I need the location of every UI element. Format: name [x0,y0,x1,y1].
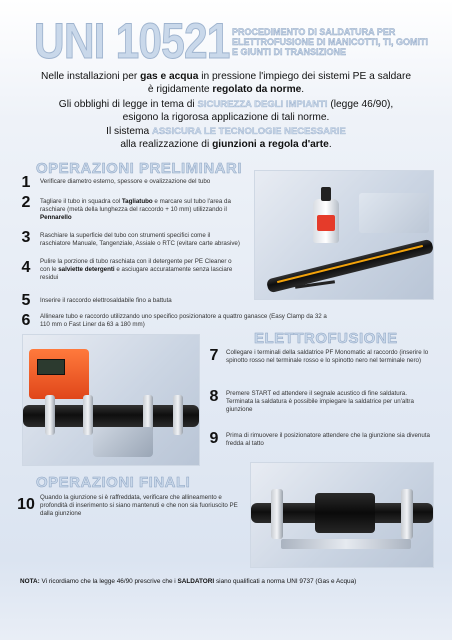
intro-giunzioni: giunzioni a regola d'arte [212,139,329,150]
step-number: 10 [17,496,35,513]
procedure-title: PROCEDIMENTO DI SALDATURA PER ELETTROFUSIONE DI MANICOTTI, TI, GOMITI E GIUNTI DI TRANSIZIONE [232,27,428,57]
step-6-text: Allineare tubo e raccordo utilizzando uno specifico posizionatore a quattro ganasce (Easy Clamp da 32 a 110 mm o Fast Liner da 63 a 180 mm) [40,313,327,328]
intro-text: . [328,139,332,150]
step-10-text: Quando la giunzione si è raffreddata, verificare che allineamento e profondità di inserimento si siano mantenuti e che non sia fuoriuscito PE dalla giunzione [40,494,238,517]
intro-paragraph-2 [20,98,432,124]
note-text: Vi ricordiamo che la legge 46/90 prescrive che i [39,578,178,585]
section-finali: OPERAZIONI FINALI [36,474,191,491]
bottle-label [317,215,335,231]
step-text: Tagliare il tubo in squadra col [40,198,122,205]
photo-pipe-cleaner [254,170,434,300]
intro-paragraph-3 [20,125,432,151]
photo-welding-machine [22,334,200,466]
step-8-text: Premere START ed attendere il segnale acustico di fine saldatura. Terminata la saldatura è possibile impiegare la saldatrice per un'altra giunzione [226,390,414,413]
footer-note [20,578,440,585]
machine-display [37,359,65,375]
clamp-shape [271,489,283,539]
step-text: e asciugare accuratamente senza lasciare residui [40,266,233,281]
step-9-text: Prima di rimuovere il posizionatore attendere che la giunzione sia divenuta fredda al tatto [226,432,430,447]
positioner-rail [281,539,411,549]
step-number: 2 [21,194,31,211]
step-4-text [40,258,240,282]
step-number: 8 [209,388,219,405]
tool-shape [359,193,429,233]
note-label: NOTA: [20,578,40,585]
step-3-text: Raschiare la superficie del tubo con strumenti specifici come il raschiatore Manuale, Tangenziale, Assiale o RTC (evitare carte abrasive) [40,232,240,247]
clamp-shape [45,395,55,435]
step-7-text: Collegare i terminali della saldatrice PF Monomatic al raccordo (inserire lo spinotto rosso nel terminale rosso e lo spinotto nero nel terminale nero) [226,349,429,364]
step-tagliatubo: Tagliatubo [121,198,153,205]
clamp-shape [173,395,183,435]
step-1-text: Verificare diametro esterno, spessore e ovalizzazione del tubo [40,178,211,185]
note-saldatori: SALDATORI [177,578,215,585]
step-number: 5 [21,292,31,309]
intro-text: in pressione l'impiego dei sistemi PE a saldare [198,71,412,82]
step-text: e marcare sul tubo l'area da raschiare (metà della lunghezza del raccordo + 10 mm) utilizzando il [40,198,231,213]
section-preliminari: OPERAZIONI PRELIMINARI [36,160,243,177]
pipe-stripe [277,245,423,283]
fitting-shape [315,493,375,533]
photo-finished-joint [250,462,434,568]
step-number: 6 [21,312,31,329]
intro-text: . [301,84,305,95]
step-number: 4 [21,259,31,276]
note-text: siano qualificati a norma UNI 9737 (Gas e Acqua) [214,578,357,585]
intro-text: esigono la rigorosa applicazione di tali norme. [122,112,330,123]
pipe-shape [266,239,434,294]
step-number: 9 [209,430,219,447]
intro-text: è rigidamente [147,84,213,95]
intro-text: alla realizzazione di [120,139,213,150]
intro-sicurezza: SICUREZZA DEGLI IMPIANTI [197,99,328,110]
step-number: 7 [209,347,219,364]
intro-text: Gli obblighi di legge in tema di [58,99,198,110]
step-salviette: salviette detergenti [58,266,115,273]
step-2-text [40,198,240,222]
step-5-text: Inserire il raccordo elettrosaldabile fino a battuta [40,297,172,304]
intro-gas-acqua: gas e acqua [140,71,199,82]
positioner-base [93,427,153,457]
step-number: 1 [21,174,31,191]
intro-text: Il sistema [106,126,152,137]
bottle-cap [321,187,331,201]
step-pennarello: Pennarello [40,214,72,221]
intro-regolato: regolato da norme [212,84,302,95]
intro-paragraph-1 [20,70,432,96]
step-number: 3 [21,229,31,246]
step-text: Pulire la porzione di tubo raschiata con il detergente per PE Cleaner o con le [40,258,232,273]
intro-text: (legge 46/90), [327,99,394,110]
intro-tecnologie: ASSICURA LE TECNOLOGIE NECESSARIE [151,126,346,137]
section-elettrofusione: ELETTROFUSIONE [254,330,398,347]
intro-text: Nelle installazioni per [40,71,141,82]
clamp-shape [401,489,413,539]
uni-title: UNI 10521 [34,13,230,69]
clamp-shape [83,395,93,435]
